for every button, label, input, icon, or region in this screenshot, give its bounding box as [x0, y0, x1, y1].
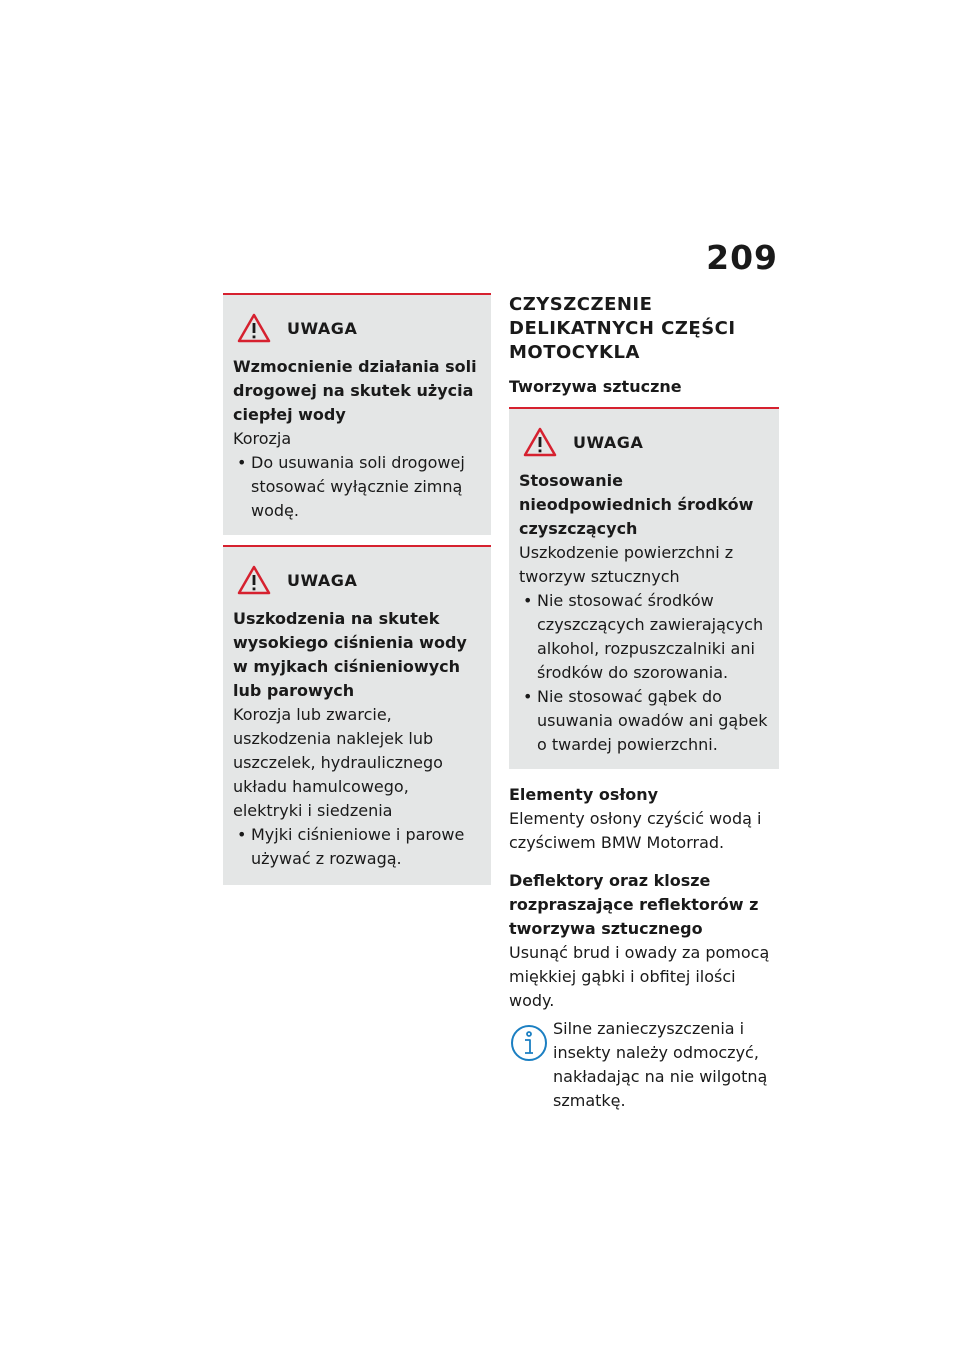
warning-bullets: [519, 589, 769, 757]
left-column: [223, 293, 491, 885]
block-heading: Elementy osłony: [509, 785, 659, 804]
right-column: [509, 293, 779, 1113]
warning-box-pressure-washer: [223, 545, 491, 885]
fairing-block: [509, 783, 779, 855]
warning-box-cleaning-agents: [509, 407, 779, 769]
warning-triangle-icon: [237, 565, 271, 595]
info-icon: [509, 1023, 549, 1063]
warning-subject: Stosowanie nieodpowiednich środków czyszczących: [519, 471, 754, 538]
warning-triangle-icon: [523, 427, 557, 457]
warning-bullets: [233, 451, 481, 523]
warning-triangle-icon: [237, 313, 271, 343]
warning-heading: UWAGA: [287, 318, 358, 338]
warning-bullets: [233, 823, 481, 871]
warning-heading: UWAGA: [287, 570, 358, 590]
bullet-item: • Myjki ciśnieniowe i parowe używać z rozwagą.: [233, 823, 481, 871]
bullet-item: • Nie stosować gąbek do usuwania owadów ani gąbek o twardej powierzchni.: [519, 685, 769, 757]
warning-header: [523, 427, 769, 457]
section-title: CZYSZCZENIE DELIKATNYCH CZĘŚCI MOTOCYKLA: [509, 294, 736, 363]
subsection-title: Tworzywa sztuczne: [509, 377, 682, 396]
warning-heading: UWAGA: [573, 432, 644, 452]
warning-consequence: Korozja lub zwarcie, uszkodzenia naklejek lub uszczelek, hydraulicznego układu hamulcowego, elektryki i siedzenia: [233, 705, 443, 820]
bullet-item: • Do usuwania soli drogowej stosować wyłącznie zimną wodę.: [233, 451, 481, 523]
warning-header: [237, 565, 481, 595]
warning-header: [237, 313, 481, 343]
warning-consequence: Korozja: [233, 429, 292, 448]
info-note-text: Silne zanieczyszczenia i insekty należy odmoczyć, nakładając na nie wilgotną szmatkę.: [553, 1019, 768, 1110]
block-text: Usunąć brud i owady za pomocą miękkiej gąbki i obfitej ilości wody.: [509, 943, 770, 1010]
warning-box-road-salt: [223, 293, 491, 535]
warning-consequence: Uszkodzenie powierzchni z tworzyw sztucznych: [519, 543, 734, 586]
bullet-item: • Nie stosować środków czyszczących zawierających alkohol, rozpuszczalniki ani środków do szorowania.: [519, 589, 769, 685]
deflectors-block: [509, 869, 779, 1013]
block-heading: Deflektory oraz klosze rozpraszające reflektorów z tworzywa sztucznego: [509, 871, 759, 938]
warning-subject: Uszkodzenia na skutek wysokiego ciśnienia wody w myjkach ciśnieniowych lub parowych: [233, 609, 467, 700]
info-note: [509, 1017, 779, 1113]
warning-subject: Wzmocnienie działania soli drogowej na skutek użycia ciepłej wody: [233, 357, 477, 424]
block-text: Elementy osłony czyścić wodą i czyściwem BMW Motorrad.: [509, 809, 762, 852]
page-number: 209: [706, 238, 778, 277]
